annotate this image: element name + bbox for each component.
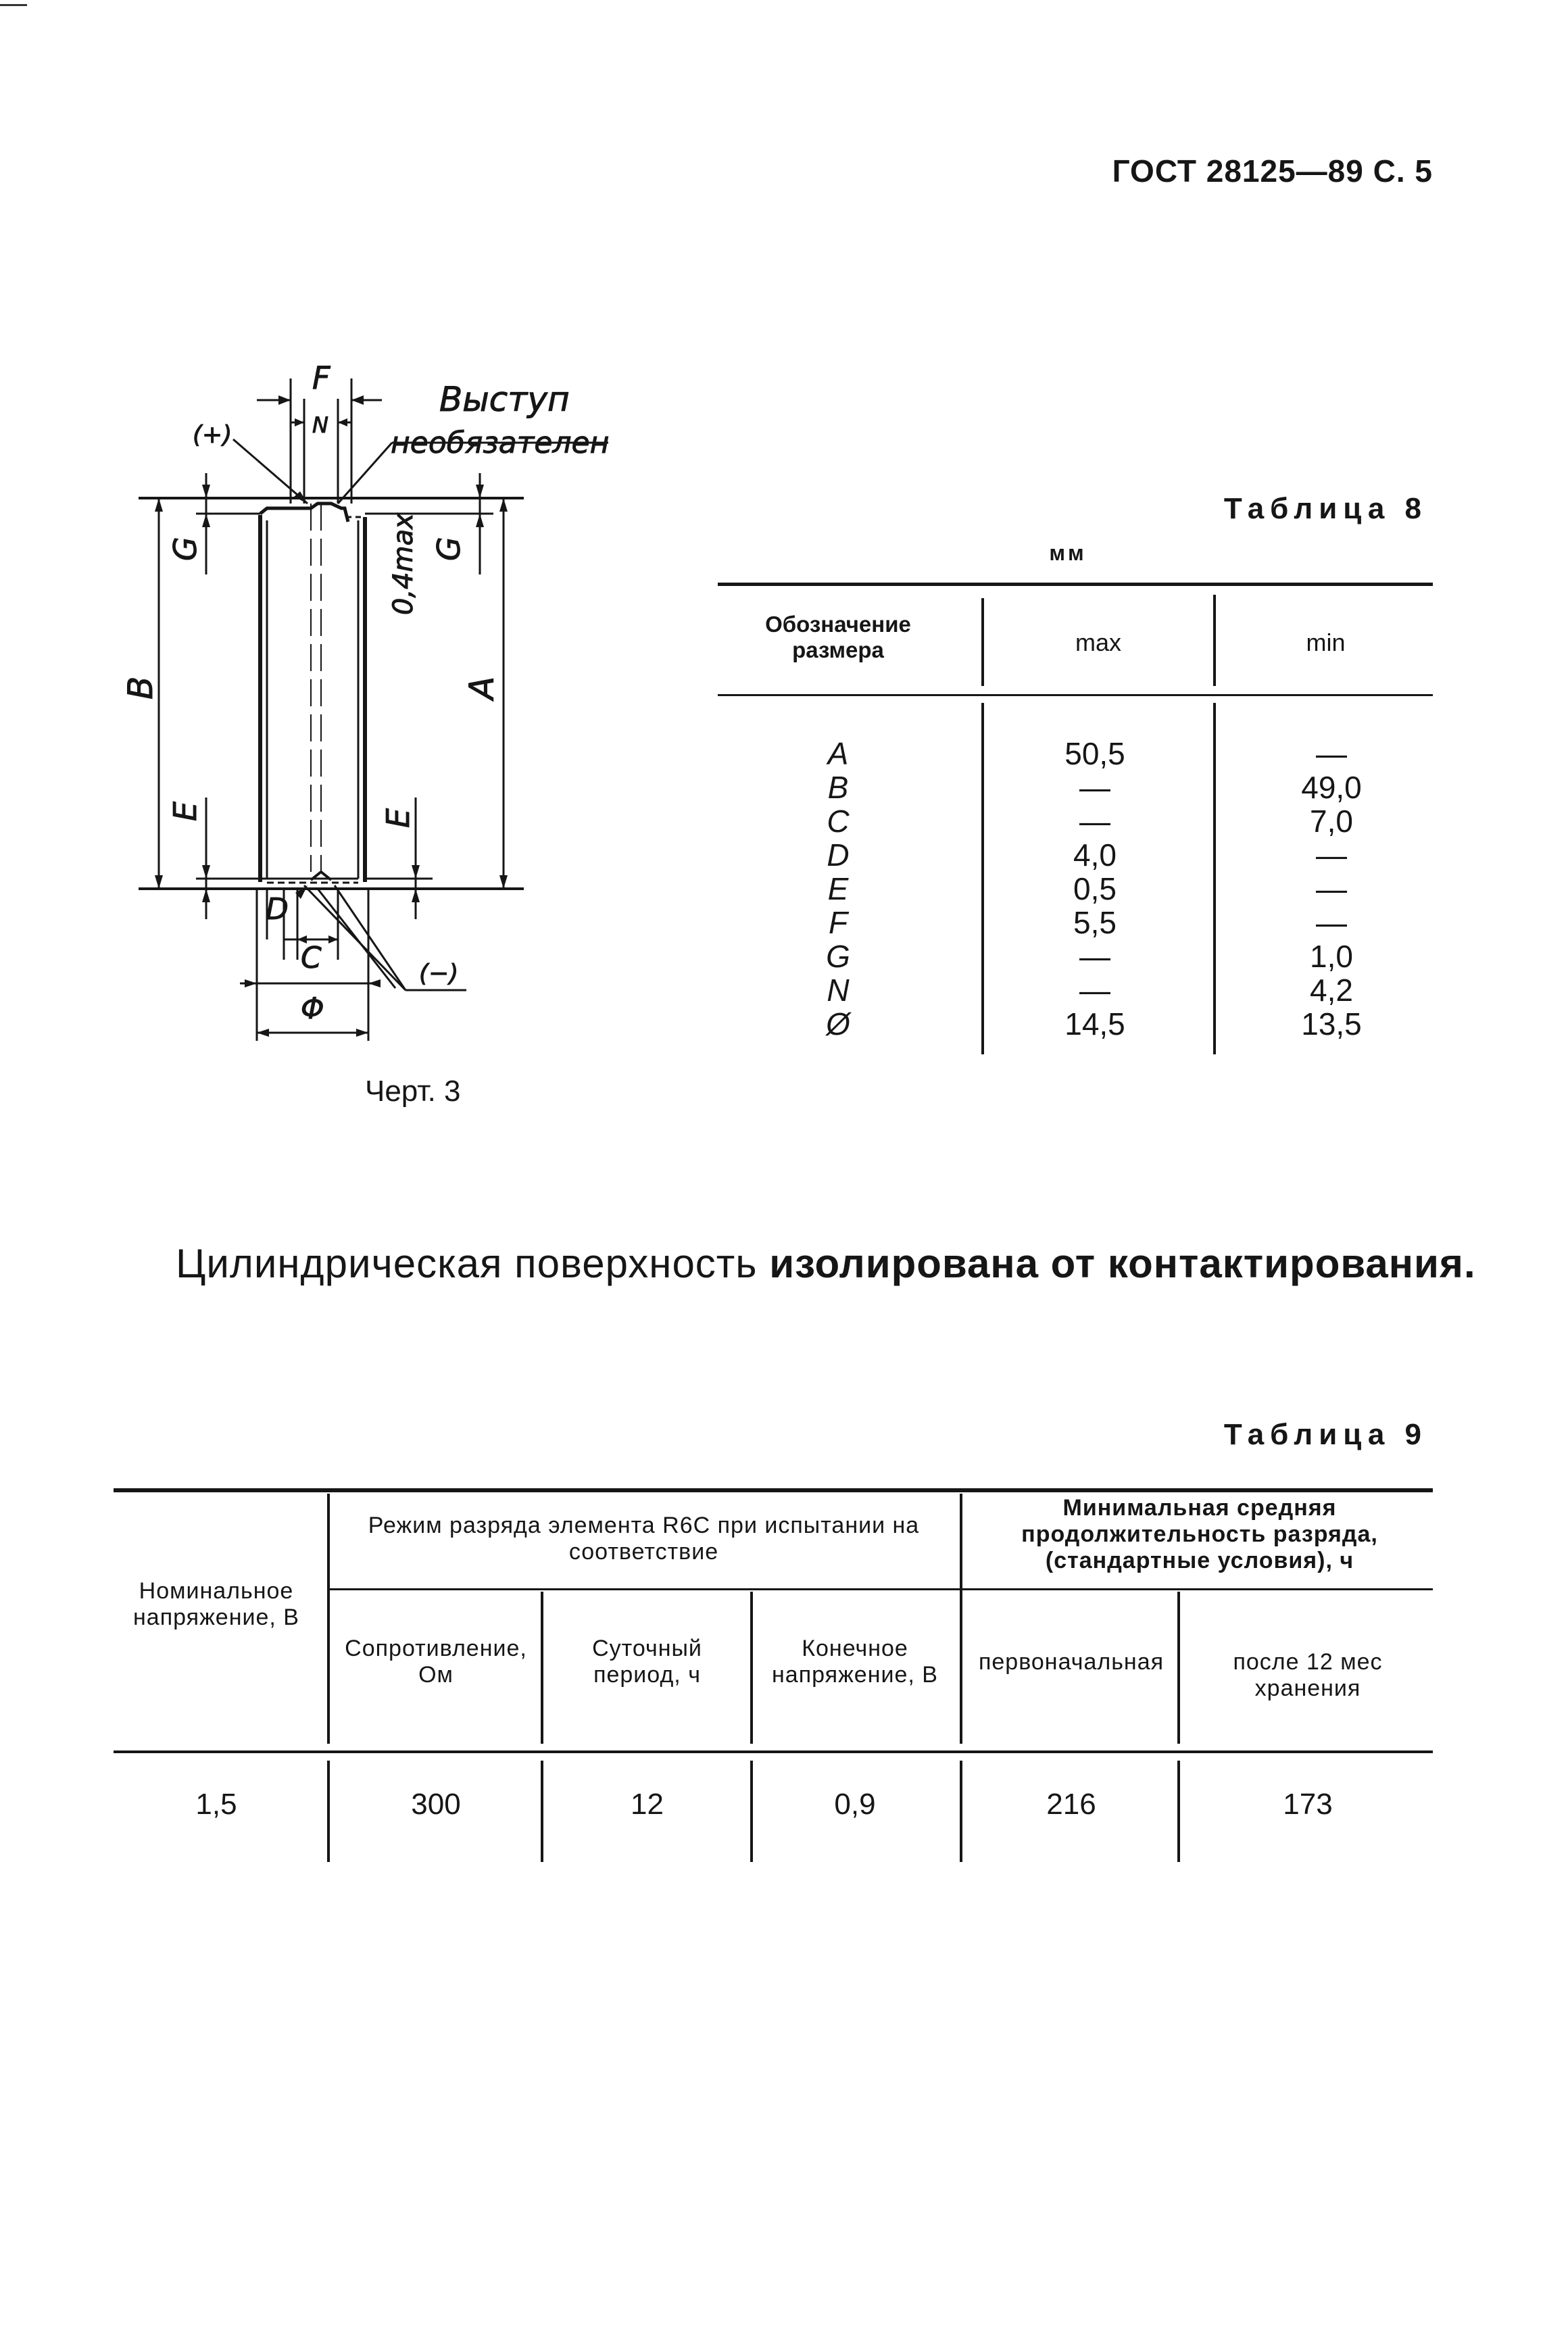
table-cell: 5,5 bbox=[1073, 905, 1117, 940]
corner-scan-mark bbox=[0, 4, 27, 6]
table-cell: — bbox=[1079, 770, 1110, 805]
dim-label-gap: 0,4max bbox=[388, 513, 419, 615]
table9-header-divider-3 bbox=[750, 1592, 753, 1744]
table9-body-divider-5 bbox=[1177, 1761, 1180, 1862]
dim-label-D: D bbox=[266, 892, 289, 927]
table-cell: 50,5 bbox=[1064, 736, 1125, 771]
table-cell: 1,0 bbox=[1310, 939, 1353, 974]
dim-label-G-left: G bbox=[167, 537, 203, 561]
table9-cell-after: 173 bbox=[1283, 1788, 1333, 1821]
dim-label-E-right: E bbox=[380, 808, 416, 828]
note-bold-text: изолирована от контактирования. bbox=[769, 1241, 1476, 1286]
drawing-caption: Черт. 3 bbox=[365, 1075, 461, 1108]
note-normal-text: Цилиндрическая поверхность bbox=[176, 1241, 770, 1286]
table9-body-divider-4 bbox=[960, 1761, 962, 1862]
table8-header-divider-2 bbox=[1213, 595, 1216, 686]
table-cell: 13,5 bbox=[1301, 1006, 1362, 1042]
table9-header-divider-1 bbox=[327, 1494, 330, 1744]
table-cell: B bbox=[827, 770, 849, 805]
table9-body-divider-3 bbox=[750, 1761, 753, 1862]
table9-header-divider-2 bbox=[541, 1592, 543, 1744]
table9-top-rule bbox=[114, 1488, 1433, 1492]
dim-label-N: N bbox=[312, 412, 328, 438]
table8-header-min: min bbox=[1306, 629, 1346, 656]
table-cell: 14,5 bbox=[1064, 1006, 1125, 1042]
table9-header-divider-4 bbox=[960, 1494, 962, 1744]
table9-header-after: после 12 мес хранения bbox=[1233, 1649, 1383, 1702]
table8-title: Таблица 8 bbox=[1223, 492, 1427, 525]
table8-top-rule bbox=[718, 583, 1433, 586]
table9-header-voltage: Номинальное напряжение, В bbox=[133, 1578, 299, 1631]
dim-label-A: A bbox=[462, 676, 501, 700]
table9-cell-period: 12 bbox=[631, 1788, 664, 1821]
table-cell: 49,0 bbox=[1301, 770, 1362, 805]
table-cell: 7,0 bbox=[1310, 804, 1353, 839]
table9-header-duration: Минимальная средняя продолжительность разряда, (стандартные условия), ч bbox=[1021, 1495, 1378, 1574]
table-cell: — bbox=[1316, 736, 1347, 771]
table-cell: 4,2 bbox=[1310, 973, 1353, 1008]
table-cell: — bbox=[1316, 871, 1347, 906]
table-cell: E bbox=[827, 871, 849, 906]
table9-body-divider-1 bbox=[327, 1761, 330, 1862]
technical-drawing bbox=[101, 351, 642, 1054]
polarity-plus-label: (+) bbox=[193, 421, 232, 449]
table8-unit: мм bbox=[1049, 541, 1087, 565]
table9-cell-initial: 216 bbox=[1046, 1788, 1096, 1821]
table8-max-column bbox=[1000, 737, 1190, 1041]
table9-cell-voltage: 1,5 bbox=[195, 1788, 237, 1821]
page-header: ГОСТ 28125—89 С. 5 bbox=[1112, 153, 1433, 189]
dim-label-phi: Φ bbox=[301, 991, 324, 1026]
table9-title: Таблица 9 bbox=[1223, 1418, 1427, 1451]
table9-header-rule bbox=[114, 1750, 1433, 1753]
table-cell: — bbox=[1316, 837, 1347, 873]
table8-symbol-column bbox=[784, 737, 892, 1041]
table9-cell-resistance: 300 bbox=[411, 1788, 461, 1821]
table-cell: — bbox=[1079, 973, 1110, 1008]
table-cell: G bbox=[826, 939, 850, 974]
dim-label-F: F bbox=[312, 360, 330, 396]
dim-label-B: B bbox=[121, 676, 160, 700]
table9-header-mode: Режим разряда элемента R6C при испытании на соответствие bbox=[368, 1513, 920, 1565]
table-cell: — bbox=[1316, 905, 1347, 940]
table8-header-divider-1 bbox=[981, 598, 984, 686]
dim-label-G-right: G bbox=[431, 537, 467, 561]
table8-header-max: max bbox=[1075, 629, 1121, 656]
table-cell: D bbox=[827, 837, 850, 873]
table-cell: F bbox=[828, 905, 848, 940]
table8-body-divider-1 bbox=[981, 703, 984, 1054]
table-cell: A bbox=[827, 736, 849, 771]
table8-header-rule bbox=[718, 694, 1433, 696]
table9-body-divider-2 bbox=[541, 1761, 543, 1862]
table-cell: C bbox=[827, 804, 850, 839]
table9-cell-final-voltage: 0,9 bbox=[834, 1788, 876, 1821]
table-cell: Ø bbox=[826, 1006, 850, 1042]
table-cell: — bbox=[1079, 804, 1110, 839]
table-cell: 4,0 bbox=[1073, 837, 1117, 873]
note-line-2: необязателен bbox=[391, 426, 610, 460]
table8-body-divider-2 bbox=[1213, 703, 1216, 1054]
table9-header-initial: первоначальная bbox=[978, 1649, 1165, 1675]
polarity-minus-label: (−) bbox=[419, 960, 459, 987]
table9-header-final-voltage: Конечное напряжение, В bbox=[772, 1636, 938, 1688]
table-cell: 0,5 bbox=[1073, 871, 1117, 906]
table9-header-period: Суточный период, ч bbox=[592, 1636, 702, 1688]
table-cell: — bbox=[1079, 939, 1110, 974]
insulation-note bbox=[176, 1240, 1476, 1287]
table9-header-divider-5 bbox=[1177, 1592, 1180, 1744]
table9-header-resistance: Сопротивление, Ом bbox=[345, 1636, 527, 1688]
table9-group-rule bbox=[330, 1588, 1433, 1590]
table-cell: N bbox=[827, 973, 850, 1008]
dim-label-E-left: E bbox=[167, 801, 203, 821]
table8-header-designation: Обозначение размера bbox=[765, 612, 911, 662]
table8-min-column bbox=[1250, 737, 1413, 1041]
dim-label-C: C bbox=[301, 941, 322, 975]
note-line-1: Выступ bbox=[439, 380, 570, 419]
